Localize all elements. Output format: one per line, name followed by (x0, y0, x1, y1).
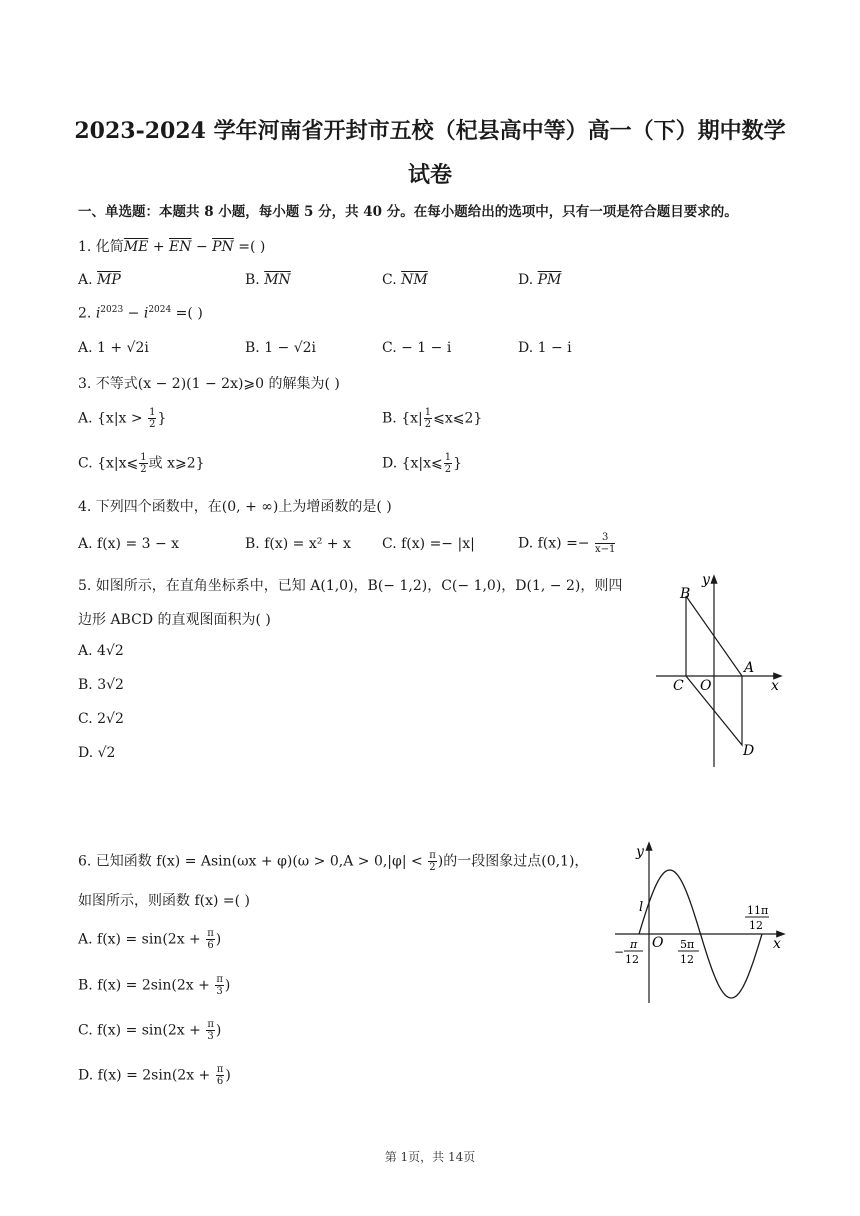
fraction: $\frac{1}{2}$ (149, 407, 156, 430)
label-neg-num: π (630, 938, 638, 951)
label-x: x (773, 936, 781, 952)
label-y: y (636, 844, 644, 860)
label-o: O (652, 935, 664, 951)
fraction: $\frac{\pi}{6}$ (207, 928, 214, 951)
q3-option-c: C. {x|x⩽ $\frac{1}{2}$ 或 x⩾2} (78, 452, 205, 475)
label-a: A (744, 660, 755, 676)
q6-stem-line-1: 6. 已知函数 f(x) = Asin(ωx + φ)(ω > 0,A > 0,|φ| < $\frac{\pi}{2}$ )的一段图象过点(0,1)， (78, 850, 589, 873)
fraction: $\frac{1}{2}$ (444, 452, 452, 475)
q2-stem: 2. $i^{2023} - i^{2024}$ =( ) (78, 305, 203, 322)
q6-option-c: C. f(x) = sin(2x + $\frac{\pi}{3}$ ) (78, 1019, 222, 1042)
q1-stem: 1. 化简$\overline{ME} + \overline{EN} - \overline{PN}$ =( ) (78, 239, 266, 255)
q2-option-a: A. 1 + √2i (78, 340, 149, 356)
q3-option-d: D. {x|x⩽ $\frac{1}{2}$ } (382, 452, 463, 475)
q5-option-a: A. 4√2 (78, 643, 124, 659)
fraction: $\frac{\pi}{2}$ (429, 850, 436, 873)
label-mid-num: 5π (680, 938, 695, 951)
q5-stem-line-1: 5. 如图所示，在直角坐标系中，已知 A(1,0)，B(− 1,2)，C(− 1,0)，D(1, − 2)，则四 (78, 578, 623, 594)
fraction: $\frac{1}{2}$ (424, 407, 432, 430)
q4-option-c: C. f(x) =− |x| (382, 536, 475, 552)
fraction: $\frac{\pi}{6}$ (216, 1064, 224, 1087)
q1-option-b: B. $\overline{MN}$ (245, 272, 291, 288)
q2-option-b: B. 1 − √2i (245, 340, 317, 356)
q5-option-c: C. 2√2 (78, 711, 124, 727)
fraction: $\frac{1}{2}$ (140, 452, 147, 475)
fraction: $\frac{3}{x-1}$ (595, 532, 616, 555)
label-b: B (680, 586, 691, 602)
label-right-num: 11π (747, 904, 769, 917)
q6-stem-line-2: 如图所示，则函数 f(x) =( ) (78, 893, 251, 909)
q4-option-b: B. f(x) = x² + x (245, 536, 351, 552)
q6-option-a: A. f(x) = sin(2x + $\frac{\pi}{6}$ ) (78, 928, 222, 951)
label-right-den: 12 (749, 919, 763, 932)
label-o: O (700, 678, 712, 694)
q2-option-c: C. − 1 − i (382, 340, 452, 356)
q6-option-d: D. f(x) = 2sin(2x + $\frac{\pi}{6}$ ) (78, 1064, 231, 1087)
q5-stem-line-2: 边形 ABCD 的直观图面积为( ) (78, 612, 271, 628)
page-footer: 第 1页，共 14页 (384, 1150, 476, 1164)
label-y: y (702, 572, 710, 588)
q1-option-d: D. $\overline{PM}$ (518, 272, 562, 288)
q1-option-a: A. $\overline{MP}$ (78, 272, 121, 288)
fraction: $\frac{\pi}{3}$ (207, 1019, 214, 1042)
q5-option-d: D. √2 (78, 745, 116, 761)
q5-option-b: B. 3√2 (78, 677, 124, 693)
fraction: $\frac{\pi}{3}$ (216, 974, 223, 997)
q6-option-b: B. f(x) = 2sin(2x + $\frac{\pi}{3}$ ) (78, 974, 231, 997)
q4-option-a: A. f(x) = 3 − x (78, 536, 180, 552)
label-x: x (771, 678, 779, 694)
q3-option-a: A. {x|x > $\frac{1}{2}$ } (78, 407, 167, 430)
q1-option-c: C. $\overline{NM}$ (382, 272, 428, 288)
label-neg-den: 12 (625, 953, 639, 966)
label-mid-den: 12 (680, 953, 694, 966)
q4-stem: 4. 下列四个函数中，在(0, + ∞)上为增函数的是( ) (78, 499, 392, 515)
label-one: l (639, 900, 644, 915)
q3-stem: 3. 不等式(x − 2)(1 − 2x)⩾0 的解集为( ) (78, 376, 340, 392)
q6-figure (605, 838, 795, 1008)
q4-option-d: D. f(x) =− $\frac{3}{x-1}$ (518, 532, 616, 555)
section-heading: 一、单选题：本题共 8 小题，每小题 5 分，共 40 分。在每小题给出的选项中，只有一项是符合题目要求的。 (78, 204, 738, 220)
page-title-line-2: 试卷 (407, 162, 452, 188)
q2-option-d: D. 1 − i (518, 340, 572, 356)
label-c: C (673, 678, 684, 694)
label-d: D (743, 743, 755, 759)
q5-figure (650, 565, 790, 775)
q3-option-b: B. {x| $\frac{1}{2}$ ⩽x⩽2} (382, 407, 483, 430)
page-title-line-1: 2023-2024 学年河南省开封市五校（杞县高中等）高一（下）期中数学 (74, 118, 786, 144)
label-neg-sign: − (614, 945, 625, 959)
